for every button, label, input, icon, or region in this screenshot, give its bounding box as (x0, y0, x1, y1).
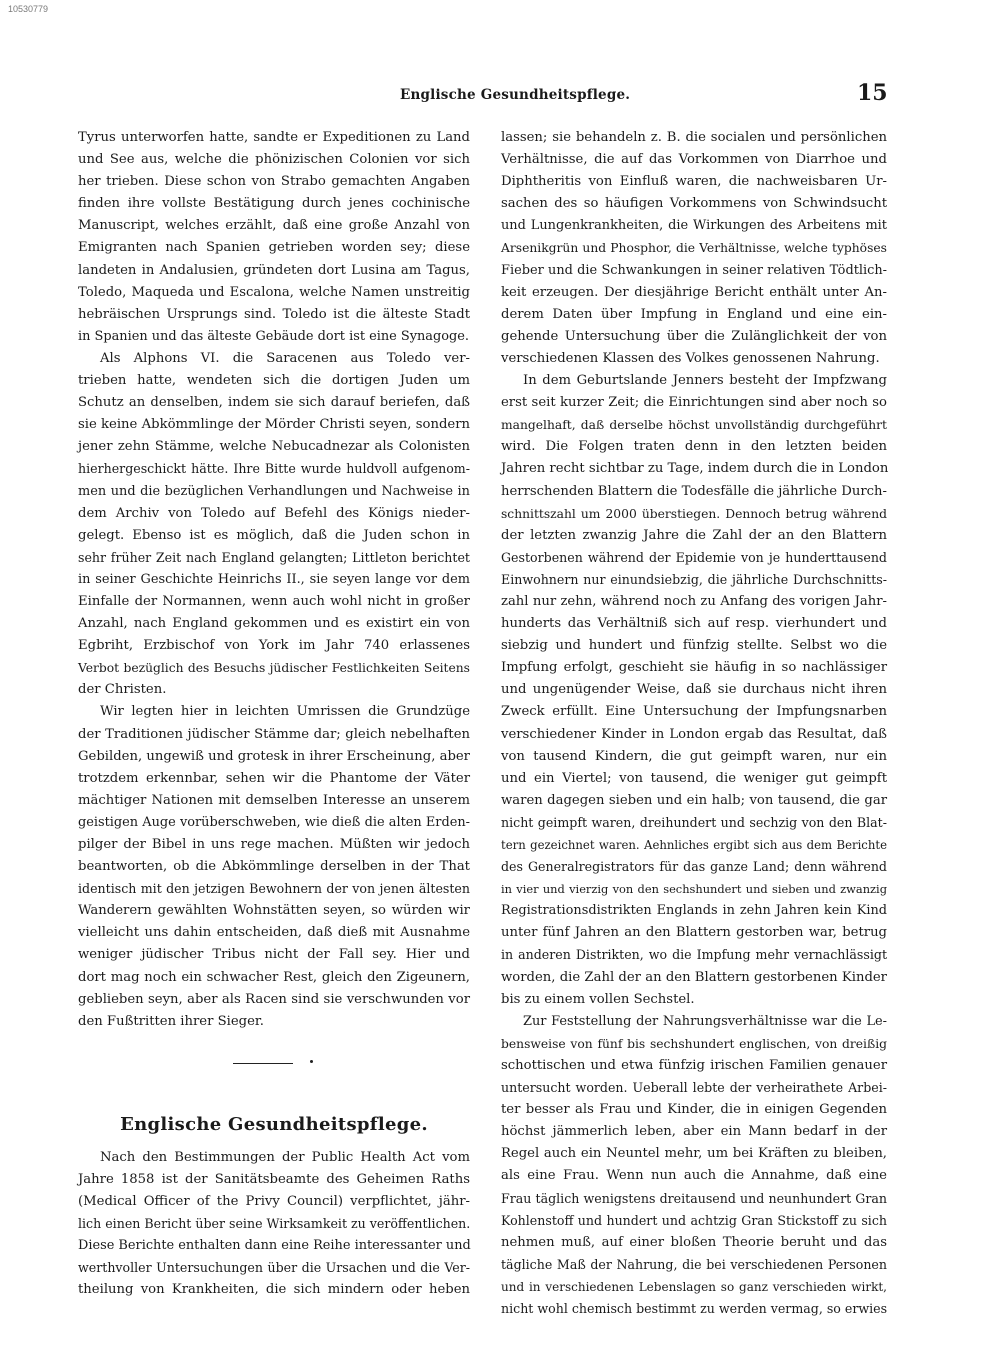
text-line: Einfalle der Normannen, wenn auch wohl nicht in großer (78, 593, 470, 609)
text-line: ter besser als Frau und Kinder, die in einigen Gegenden (501, 1102, 887, 1118)
text-line: der Traditionen jüdischer Stämme dar; gleich nebelhaften (78, 726, 470, 742)
text-line: Impfung erfolgt, geschieht sie häufig in so nachlässiger (501, 660, 887, 676)
text-line: Verbot bezüglich des Besuchs jüdischer Festlichkeiten Seitens (78, 661, 470, 676)
text-line: bensweise von fünf bis sechshundert englischen, von dreißig (501, 1036, 887, 1051)
text-line: Nach den Bestimmungen der Public Health Act vom (100, 1149, 470, 1165)
paragraph (78, 127, 470, 348)
text-line: verschiedener Kinder in London ergab das Resultat, daß (501, 726, 887, 742)
text-line: Egbriht, Erzbischof von York im Jahr 740 erlassenes (78, 638, 470, 654)
text-line: Fieber und die Schwankungen in seiner relativen Tödtlich- (501, 262, 887, 278)
right-column (501, 127, 887, 1320)
paragraph (78, 348, 470, 702)
running-title: Englische Gesundheitspflege. (400, 87, 631, 103)
paragraph (501, 127, 887, 370)
text-line: finden ihre vollste Bestätigung durch jenes cochinische (78, 196, 470, 212)
text-line: theilung von Krankheiten, die sich mindern oder heben (78, 1282, 470, 1298)
text-line: Als Alphons VI. die Saracenen aus Toledo ver- (100, 350, 470, 366)
section-heading: Englische Gesundheitspflege. (120, 1113, 428, 1135)
text-line: hunderts das Verhältniß sich auf resp. vierhundert und (501, 616, 887, 632)
text-line: und Lungenkrankheiten, die Wirkungen des Arbeitens mit (501, 218, 887, 234)
text-line: her trieben. Diese schon von Strabo gemachten Angaben (78, 174, 470, 190)
text-line: der letzten zwanzig Jahre die Zahl der an den Blattern (501, 527, 887, 543)
section-divider (78, 1033, 470, 1103)
text-line: schottischen und etwa fünfzig irischen Familien genauer (501, 1057, 887, 1073)
text-line: Manuscript, welches erzählt, daß eine große Anzahl von (78, 218, 470, 234)
text-line: mächtiger Nationen mit demselben Interesse an unserem (78, 792, 470, 808)
text-line: lassen; sie behandeln z. B. die socialen und persönlichen (501, 130, 887, 145)
text-line: lich einen Bericht über seine Wirksamkeit zu veröffentlichen. (78, 1216, 471, 1232)
text-line: Registrationsdistrikten Englands in zehn Jahren kein Kind (501, 903, 887, 919)
text-line: Wanderern gewählten Wohnstätten seyen, so würden wir (78, 903, 470, 919)
text-line: bis zu einem vollen Sechstel. (501, 991, 695, 1007)
text-line: schnittszahl um 2000 überstiegen. Dennoch betrug während (501, 506, 887, 521)
text-line: sehr früher Zeit nach England gelangten; Littleton berichtet (78, 549, 470, 565)
text-line: (Medical Officer of the Privy Council) verpflichtet, jähr- (78, 1194, 470, 1210)
text-line: herrschenden Blattern die Todesfälle die jährliche Durch- (501, 483, 887, 499)
text-line: unter fünf Jahren an den Blattern gestorben war, betrug (501, 925, 887, 941)
left-column (78, 127, 470, 1302)
text-line: Einwohnern nur einundsiebzig, die jährliche Durchschnitts- (501, 571, 887, 587)
paragraph (501, 1011, 887, 1320)
text-line: Tyrus unterworfen hatte, sandte er Expeditionen zu Land (78, 130, 470, 145)
paragraph (78, 1147, 470, 1302)
text-line: men und die bezüglichen Verhandlungen und Nachweise in (78, 483, 470, 499)
text-line: wird. Die Folgen traten denn in den letzten beiden (501, 439, 887, 455)
text-line: erst seit kurzer Zeit; die Einrichtungen sind aber noch so (501, 395, 887, 411)
text-line: geistigen Auge vorüberschweben, wie dieß die alten Erden- (78, 814, 470, 830)
text-line: In dem Geburtslande Jenners besteht der Impfzwang (523, 373, 887, 389)
text-line: weniger jüdischer Tribus nicht der Fall sey. Hier und (78, 947, 470, 963)
text-line: werthvoller Untersuchungen über die Ursachen und die Ver- (78, 1260, 470, 1276)
text-line: Diphtheritis von Einfluß waren, die nachweisbaren Ur- (501, 174, 887, 190)
text-line: verschiedenen Klassen des Volkes genossenen Nahrung. (501, 350, 880, 366)
text-line: trieben hatte, wendeten sich die dortigen Juden um (78, 373, 470, 389)
text-line: tägliche Maß der Nahrung, die bei verschiedenen Personen (501, 1256, 887, 1272)
text-line: tern gezeichnet waren. Aehnliches ergibt sich aus dem Berichte (501, 838, 887, 852)
text-line: Gebilden, ungewiß und grotesk in ihrer Erscheinung, aber (78, 748, 470, 764)
text-line: nicht wohl chemisch bestimmt zu werden vermag, so erwies (501, 1300, 888, 1316)
text-line: Regel auch ein Neuntel mehr, um bei Kräften zu bleiben, (501, 1146, 887, 1162)
text-line: in anderen Distrikten, wo die Impfung mehr vernachlässigt (501, 947, 887, 963)
text-line: gelegt. Ebenso ist es möglich, daß die Juden schon in (78, 527, 470, 543)
text-line: Diese Berichte enthalten dann eine Reihe interessanter und (78, 1238, 471, 1254)
text-line: gehende Untersuchung über die Zulänglichkeit der von (501, 328, 887, 344)
text-line: und See aus, welche die phönizischen Colonien vor sich (78, 152, 470, 168)
page-id: 10530779 (8, 4, 49, 14)
text-line: dem Archiv von Toledo auf Befehl des Königs nieder- (78, 505, 470, 521)
text-line: keit erzeugen. Der diesjährige Bericht enthält unter An- (501, 284, 887, 300)
text-line: beantworten, ob die Abkömmlinge derselben in der That (78, 859, 470, 875)
text-line: untersucht worden. Ueberall lebte der verheirathete Arbei- (501, 1080, 887, 1096)
text-line: Emigranten nach Spanien getrieben worden sey; diese (78, 240, 470, 256)
text-line: Zweck erfüllt. Eine Untersuchung der Impfungsnarben (501, 704, 887, 720)
text-line: als eine Frau. Wenn nun auch die Annahme, daß eine (501, 1168, 887, 1184)
text-line: Jahre 1858 ist der Sanitätsbeamte des Geheimen Raths (78, 1171, 470, 1187)
text-line: von tausend Kindern, die gut geimpft waren, nur ein (501, 748, 887, 764)
text-line: der Christen. (78, 682, 167, 698)
divider-dot (310, 1060, 313, 1063)
divider-rule (233, 1063, 293, 1064)
text-line: zahl nur zehn, während noch zu Anfang des vorigen Jahr- (501, 593, 887, 609)
text-line: sachen des so häufigen Vorkommens von Schwindsucht (501, 196, 887, 212)
text-line: Schutz an denselben, indem sie sich darauf beriefen, daß (78, 395, 470, 411)
text-line: und ein Viertel; von tausend, die weniger gut geimpft (501, 770, 887, 786)
text-line: hierhergeschickt hätte. Ihre Bitte wurde huldvoll aufgenom- (78, 461, 470, 477)
text-line: mangelhaft, daß derselbe höchst unvollständig durchgeführt (501, 418, 887, 433)
text-line: und ungenügender Weise, daß sie durchaus nicht ihren (501, 682, 887, 698)
text-line: sie keine Abkömmlinge der Mörder Christi seyen, sondern (78, 417, 470, 433)
text-line: landeten in Andalusien, gründeten dort Lusina am Tagus, (78, 262, 470, 278)
text-line: höchst jämmerlich leben, aber ein Mann bedarf in der (501, 1124, 887, 1140)
text-line: und in verschiedenen Lebenslagen so ganz verschieden wirkt, (501, 1279, 887, 1294)
text-line: siebzig und hundert und fünfzig stellte. Selbst wo die (501, 638, 887, 654)
text-line: vielleicht uns dahin entscheiden, daß dieß mit Ausnahme (78, 925, 470, 941)
text-line: den Fußtritten ihrer Sieger. (78, 1013, 264, 1029)
text-line: des Generalregistrators für das ganze Land; denn während (501, 859, 887, 875)
text-line: dort mag noch ein schwacher Rest, gleich den Zigeunern, (78, 969, 470, 985)
text-line: trotzdem erkennbar, sehen wir die Phantome der Väter (78, 770, 470, 786)
paragraph (501, 370, 887, 1011)
text-line: Zur Feststellung der Nahrungsverhältnisse war die Le- (523, 1013, 887, 1029)
page-number: 15 (857, 80, 888, 106)
text-line: in seiner Geschichte Heinrichs II., sie seyen lange vor dem (78, 571, 470, 587)
text-line: identisch mit den jetzigen Bewohnern der von jenen ältesten (78, 881, 470, 897)
text-line: jener zehn Stämme, welche Nebucadnezar als Colonisten (78, 439, 470, 455)
text-line: hebräischen Ursprungs sind. Toledo ist die älteste Stadt (78, 306, 470, 322)
text-line: Frau täglich wenigstens dreitausend und neunhundert Gran (501, 1190, 887, 1206)
text-line: Toledo, Maqueda und Escalona, welche Namen unstreitig (78, 284, 470, 300)
text-line: Verhältnisse, die auf das Vorkommen von Diarrhoe und (501, 152, 887, 168)
text-line: Jahren recht sichtbar zu Tage, indem durch die in London (501, 461, 889, 477)
text-line: nicht geimpft waren, dreihundert und sechzig von den Blat- (501, 814, 887, 830)
paragraph (78, 701, 470, 1032)
text-line: Gestorbenen während der Epidemie von je hunderttausend (501, 549, 887, 565)
text-line: geblieben seyn, aber als Racen sind sie verschwunden vor (78, 991, 470, 1007)
text-line: in Spanien und das älteste Gebäude dort ist eine Synagoge. (78, 328, 469, 344)
text-line: Kohlenstoff und hundert und achtzig Gran Stickstoff zu sich (501, 1212, 887, 1228)
text-line: derem Daten über Impfung in England und eine ein- (501, 306, 887, 322)
text-line: Anzahl, nach England gekommen und es existirt ein von (78, 616, 470, 632)
text-line: Wir legten hier in leichten Umrissen die Grundzüge (100, 704, 470, 720)
text-line: in vier und vierzig von den sechshundert und sieben und zwanzig (501, 882, 887, 897)
text-line: waren dagegen sieben und ein halb; von tausend, die gar (501, 792, 887, 808)
text-line: nehmen muß, auf einer bloßen Theorie beruht und das (501, 1234, 887, 1250)
text-line: Arsenikgrün und Phosphor, die Verhältnisse, welche typhöses (501, 241, 887, 256)
text-line: worden, die Zahl der an den Blattern gestorbenen Kinder (501, 969, 887, 985)
text-line: pilger der Bibel in uns rege machen. Müßten wir jedoch (78, 837, 470, 852)
